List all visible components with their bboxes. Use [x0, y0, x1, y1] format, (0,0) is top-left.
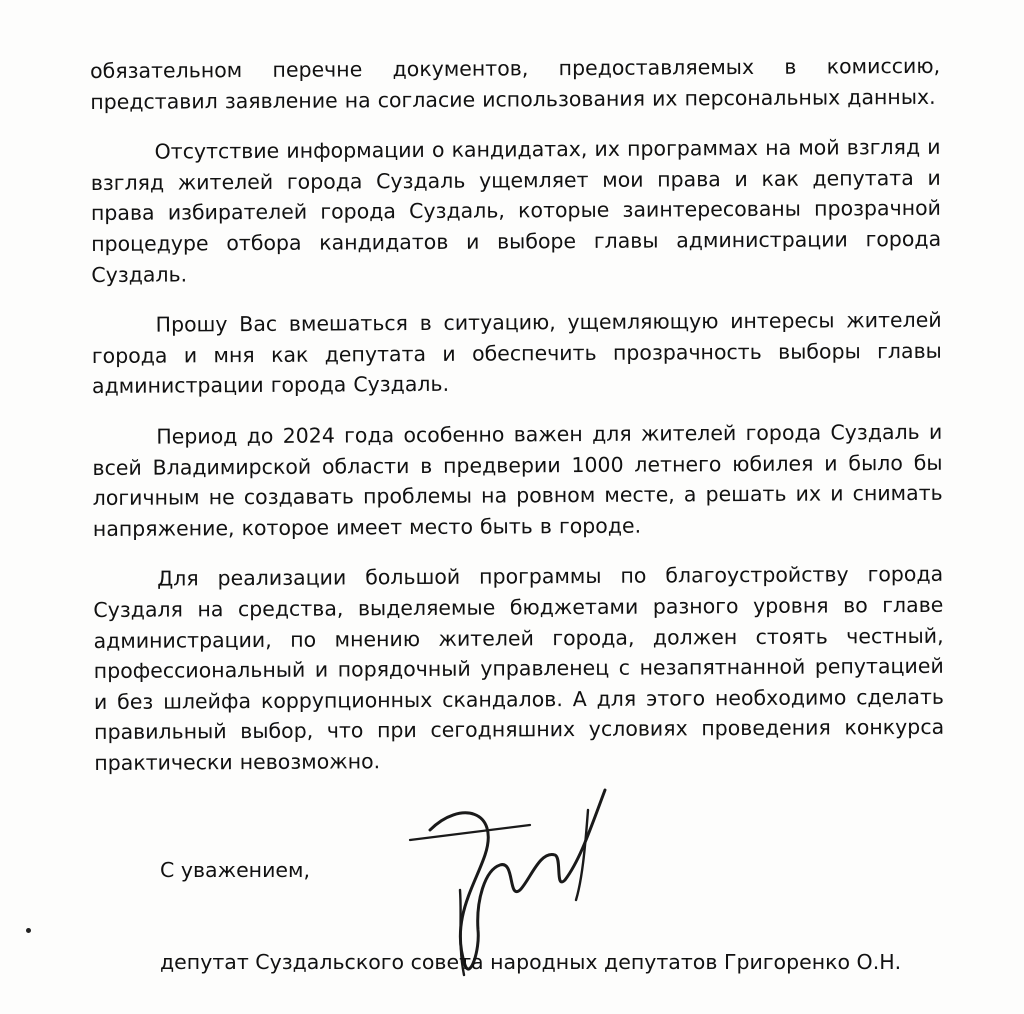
- paragraph-5: Для реализации большой программы по благоустройству города Суздаля на средства, выделяемые бюджетами разного уровня во главе администрации, по мнению жителей города, должен стоять честный, профессиональный и порядочный управленец с незапятнанной репутацией и без шлейфа коррупционных скандалов. А для этого необходимо сделать правильный выбор, что при сегодняшних условиях проведения конкурса практически невозможно.: [93, 562, 945, 775]
- closing-salutation: С уважением,: [160, 858, 311, 882]
- letter-body: [90, 51, 945, 799]
- paragraph-3: Прошу Вас вмешаться в ситуацию, ущемляющую интересы жителей города и мня как депутата и обеспечить прозрачность выборы главы администрации города Суздаль.: [91, 307, 942, 399]
- paragraph-2: Отсутствие информации о кандидатах, их программах на мой взгляд и взгляд жителей города Суздаль ущемляет мои права и как депутата и права избирателей города Суздаль, которые заинтересованы прозрачной процедуре отбора кандидатов и выборе главы администрации города Суздаль.: [90, 134, 942, 287]
- paragraph-4: Период до 2024 года особенно важен для жителей города Суздаль и всей Владимирской области в предверии 1000 летнего юбилея и было бы логичным не создавать проблемы на ровном месте, а решать их и снимать напряжение, которое имеет место быть в городе.: [92, 419, 943, 541]
- paragraph-1: обязательном перечне документов, предоставляемых в комиссию, представил заявление на согласие использования их персональных данных.: [90, 53, 941, 114]
- margin-dot: [26, 928, 31, 933]
- signer-line: депутат Суздальского совета народных депутатов Григоренко О.Н.: [160, 950, 902, 974]
